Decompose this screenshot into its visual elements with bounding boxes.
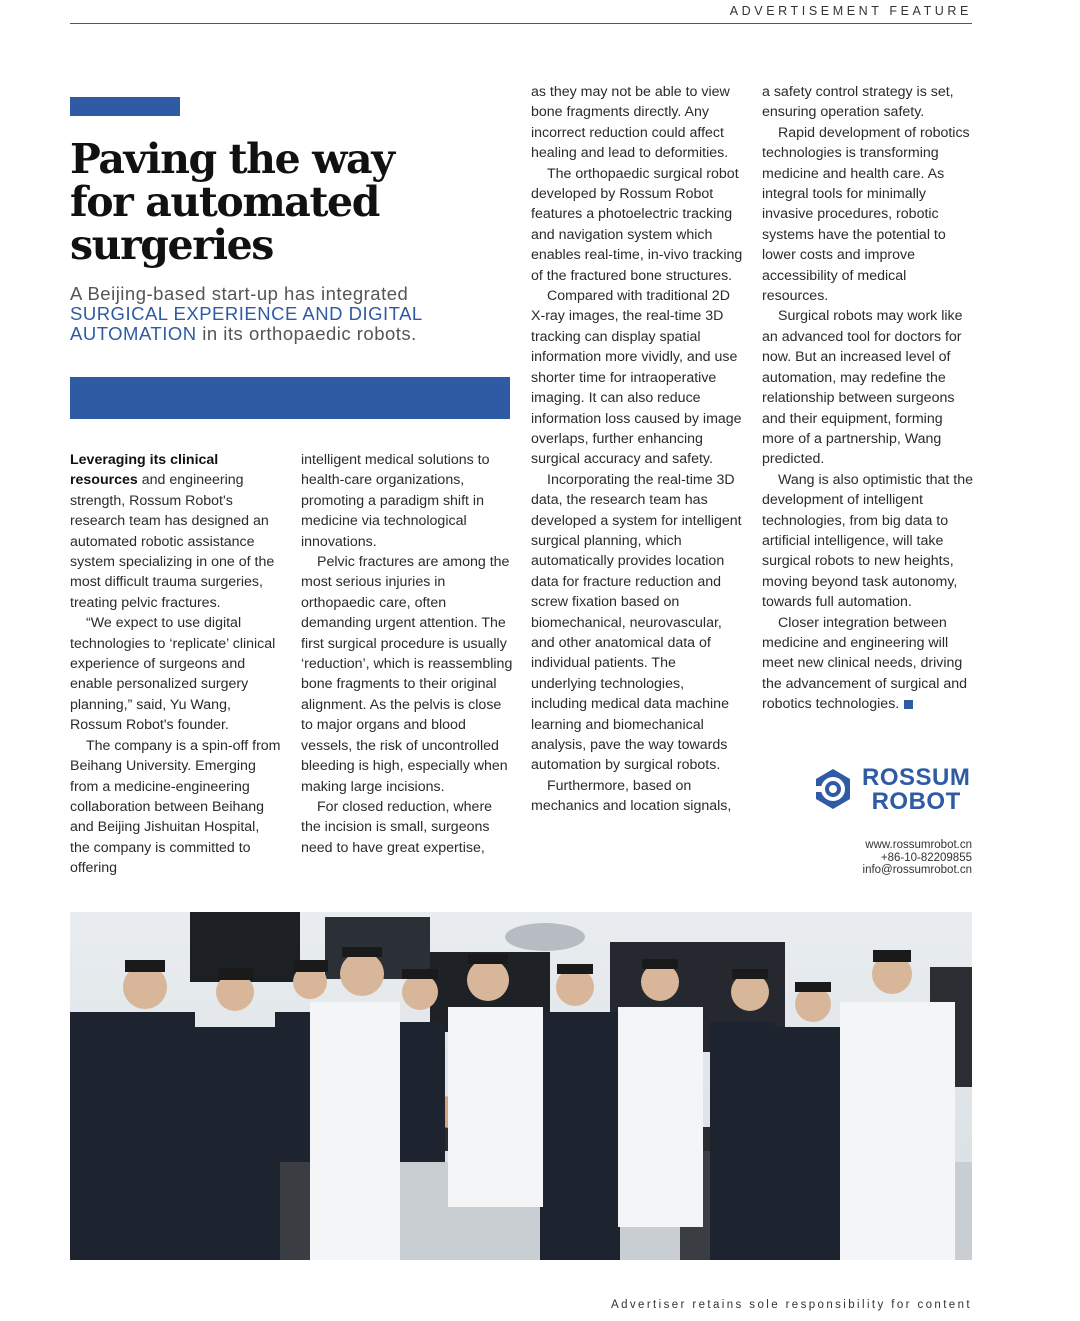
feature-label: ADVERTISEMENT FEATURE [729, 4, 972, 18]
paragraph: Compared with traditional 2D X-ray images, the real-time 3D tracking can display spatial information more vividly, and use shorter time for intraoperative imaging. It can also reduce information loss caused by image overlaps, further enhancing surgical accuracy and safety. [531, 288, 742, 468]
paragraph-text: Closer integration between medicine and engineering will meet new clinical needs, driving the advancement of surgical and robotics technologies. [762, 614, 968, 713]
lead-in: Leveraging its clinical resources [70, 452, 219, 489]
standfirst [70, 284, 510, 344]
headline-line-2: for automated [70, 178, 379, 226]
rossum-robot-logo-icon [810, 766, 856, 812]
headline [70, 135, 510, 269]
standfirst-part-2: in its orthopaedic robots. [202, 323, 417, 344]
standfirst-part-1: A Beijing-based start-up has integrated [70, 283, 409, 304]
email: info@rossumrobot.cn [862, 864, 972, 876]
paragraph: Surgical robots may work like an advanced tool for doctors for now. But an increased level of automation, may redefine the relationship between surgeons and their equipment, forming more of a partnership, Wang predicted. [762, 308, 963, 468]
paragraph: Pelvic fractures are among the most serious injuries in orthopaedic care, often demanding urgent attention. The first surgical procedure is usually ‘reduction’, which is reassembling bone fragments to their original alignment. As the pelvis is close to major organs and blood vessels, the risk of uncontrolled bleeding is high, especially when making large incisions. [301, 554, 513, 795]
paragraph-continued: a safety control strategy is set, ensuring operation safety. [762, 84, 954, 121]
paragraph: For closed reduction, where the incision is small, surgeons need to have great expertise, [301, 798, 493, 856]
paragraph [762, 613, 974, 715]
standfirst-highlight: SURGICAL EXPERIENCE AND DIGITAL AUTOMATION [70, 303, 423, 344]
logo-line-2: ROBOT [871, 788, 961, 815]
paragraph: Wang is also optimistic that the development of intelligent technologies, from big data to artificial intelligence, will take surgical robots to new heights, moving beyond task autonomy, towards full automation. [762, 471, 974, 611]
paragraph: Incorporating the real-time 3D data, the research team has developed a system for intelligent surgical planning, which automatically provides location data for fracture reduction and screw fixation based on biomechanical, neurovascular, and other anatomical data of individual patients. The underlying technologies, including medical data machine learning and biomechanical analysis, pave the way towards automation by surgical robots. [531, 471, 742, 774]
website: www.rossumrobot.cn [865, 839, 972, 851]
phone: +86-10-82209855 [880, 851, 972, 864]
accent-bar-top [70, 97, 180, 116]
body-column-4 [762, 82, 974, 715]
paragraph: The orthopaedic surgical robot developed by Rossum Robot features a photoelectric tracking and navigation system which enables real-time, in-vivo tracking of the fractured bone structures. [531, 165, 743, 284]
rossum-robot-logo [810, 766, 980, 814]
paragraph [70, 450, 282, 613]
paragraph-continued: as they may not be able to view bone fragments directly. Any incorrect reduction could affect healing and lead to deformities. [531, 84, 730, 162]
paragraph: The company is a spin-off from Beihang University. Emerging from a medicine-engineering collaboration between Beihang and Beijing Jishuitan Hospital, the company is committed to offering [70, 737, 281, 877]
contact-info [863, 839, 972, 877]
headline-line-1: Paving the way [70, 135, 394, 183]
footer-disclaimer: Advertiser retains sole responsibility for content [611, 1299, 972, 1311]
header-rule [70, 23, 972, 24]
paragraph: Furthermore, based on mechanics and location signals, [531, 777, 732, 815]
logo-wordmark [862, 766, 970, 814]
logo-line-1: ROSSUM [862, 764, 971, 791]
headline-line-3: surgeries [70, 221, 273, 269]
paragraph: “We expect to use digital technologies to ‘replicate’ clinical experience of surgeons and enable personalized surgery planning,” said, Yu Wang, Rossum Robot's founder. [70, 615, 276, 734]
paragraph: Rapid development of robotics technologies is transforming medicine and health care. As integral tools for minimally invasive procedures, robotic systems have the potential to lower costs and improve accessibility of medical resources. [762, 124, 970, 305]
paragraph-text: and engineering strength, Rossum Robot's research team has designed an automated robotic assistance system specializing in one of the most difficult trauma surgeries, treating pelvic fractures. [70, 472, 275, 611]
end-mark-icon [904, 700, 913, 709]
body-column-2 [301, 450, 513, 858]
paragraph-continued: intelligent medical solutions to health-care organizations, promoting a paradigm shift in medicine via technological innovations. [301, 452, 490, 550]
body-column-1 [70, 450, 282, 879]
body-column-3 [531, 82, 743, 817]
team-photo [70, 912, 972, 1260]
accent-bar-middle [70, 377, 510, 419]
